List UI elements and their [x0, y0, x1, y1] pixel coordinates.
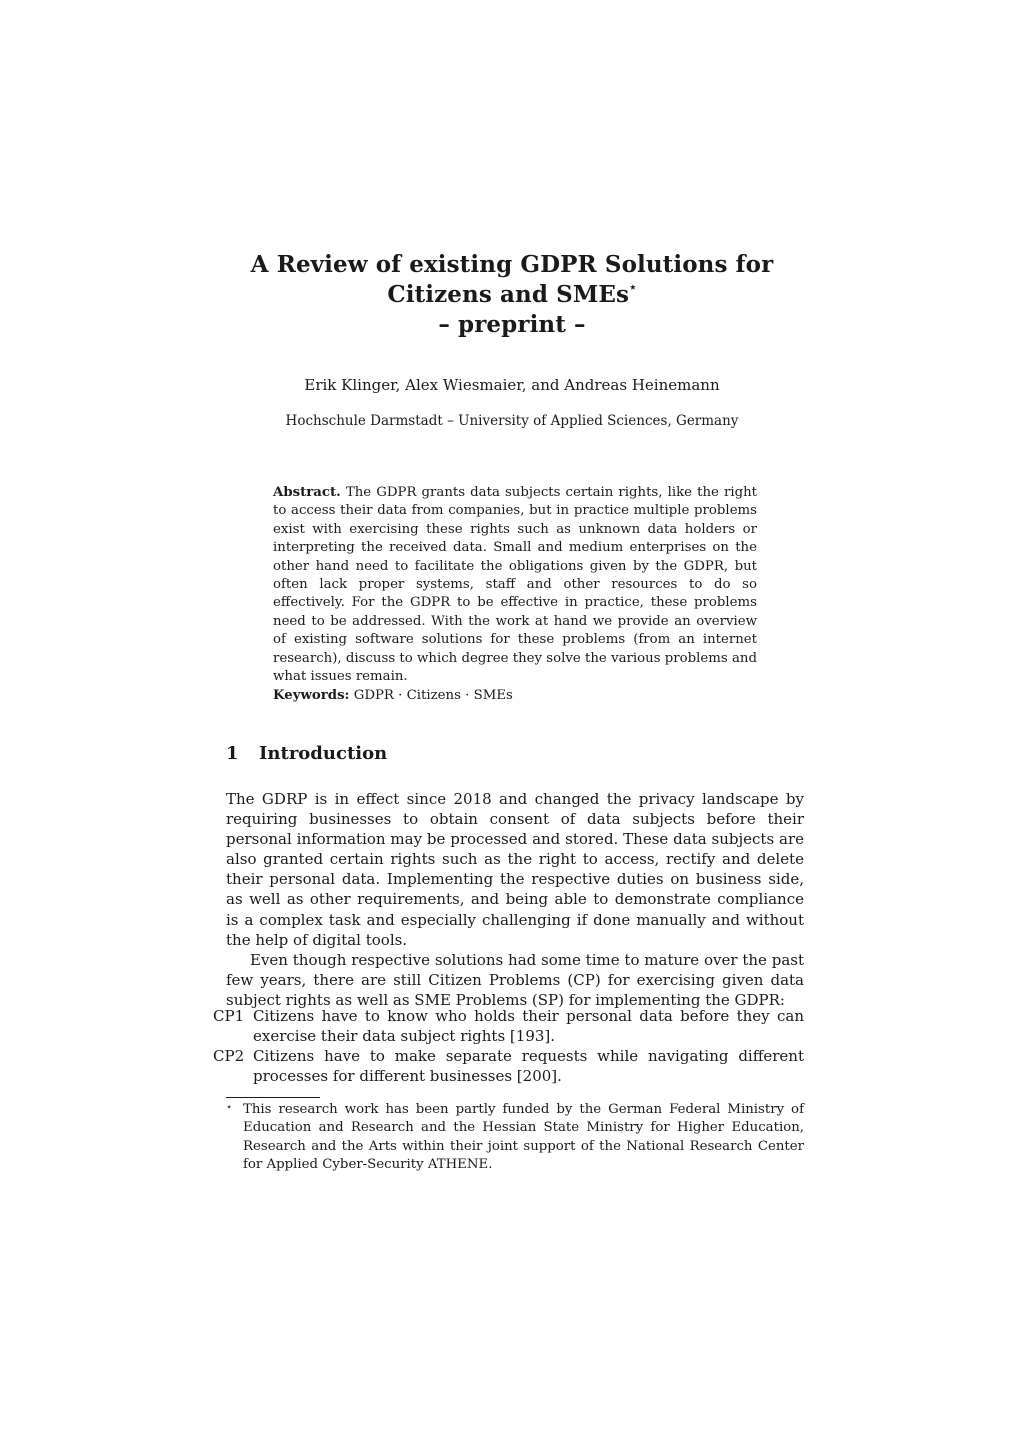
keywords — [273, 687, 757, 705]
problem-list — [213, 1006, 804, 1086]
footnote — [226, 1101, 804, 1175]
problem-text: Citizens have to make separate requests while navigating different processes for different businesses [200]. — [253, 1047, 804, 1086]
title-line-1: A Review of existing GDPR Solutions for — [250, 251, 774, 278]
footnote-divider — [226, 1097, 320, 1098]
introduction-body — [226, 789, 804, 1010]
author-list: Erik Klinger, Alex Wiesmaier, and Andreas Heinemann — [304, 376, 720, 394]
keywords-text: GDPR · Citizens · SMEs — [353, 688, 513, 703]
footnote-text: This research work has been partly funded by the German Federal Ministry of Education and Research and the Hessian State Ministry for Higher Education, Research and the Arts within their joint support of the National Research Center for Applied Cyber-Security ATHENE. — [243, 1102, 804, 1173]
abstract-label: Abstract. — [273, 485, 341, 500]
problem-text: Citizens have to know who holds their personal data before they can exercise their data subject rights [193]. — [253, 1007, 804, 1046]
problem-id: CP2 — [213, 1047, 245, 1066]
problem-id: CP1 — [213, 1007, 245, 1025]
title-footnote-mark[interactable]: ⋆ — [629, 280, 637, 294]
title-line-2 — [0, 280, 1024, 310]
section-heading — [226, 742, 387, 766]
paper-title — [0, 250, 1024, 340]
abstract-text: The GDPR grants data subjects certain rights, like the right to access their data from companies, but in practice multiple problems exist with exercising these rights such as unknown data holders or interpreting the received data. Small and medium enterprises on the other hand need to facilitate the obligations given by the GDPR, but often lack proper systems, staff and other resources to do so effectively. For the GDPR to be effective in practice, these problems need to be addressed. With the work at hand we provide an overview of existing software solutions for these problems (from an internet research), discuss to which degree they solve the various problems and what issues remain. — [273, 485, 757, 685]
abstract — [273, 484, 757, 686]
problem-item — [213, 1046, 804, 1086]
section-title: Introduction — [259, 743, 388, 764]
problem-item — [213, 1006, 804, 1046]
footnote-mark: ⋆ — [226, 1102, 233, 1113]
paragraph: Even though respective solutions had some time to mature over the past few years, there are still Citizen Problems (CP) for exercising given data subject rights as well as SME Problems (SP) for implementing the GDPR: — [226, 950, 804, 1009]
title-line-2-text: Citizens and SMEs — [387, 281, 630, 308]
title-line-3: – preprint – — [438, 311, 586, 338]
keywords-label: Keywords: — [273, 688, 350, 703]
section-number: 1 — [226, 743, 239, 764]
affiliation: Hochschule Darmstadt – University of Applied Sciences, Germany — [285, 413, 739, 429]
paragraph: The GDRP is in effect since 2018 and changed the privacy landscape by requiring businesses to obtain consent of data subjects before their personal information may be processed and stored. These data subjects are also granted certain rights such as the right to access, rectify and delete their personal data. Implementing the respective duties on business side, as well as other requirements, and being able to demonstrate compliance is a complex task and especially challenging if done manually and without the help of digital tools. — [226, 790, 804, 949]
